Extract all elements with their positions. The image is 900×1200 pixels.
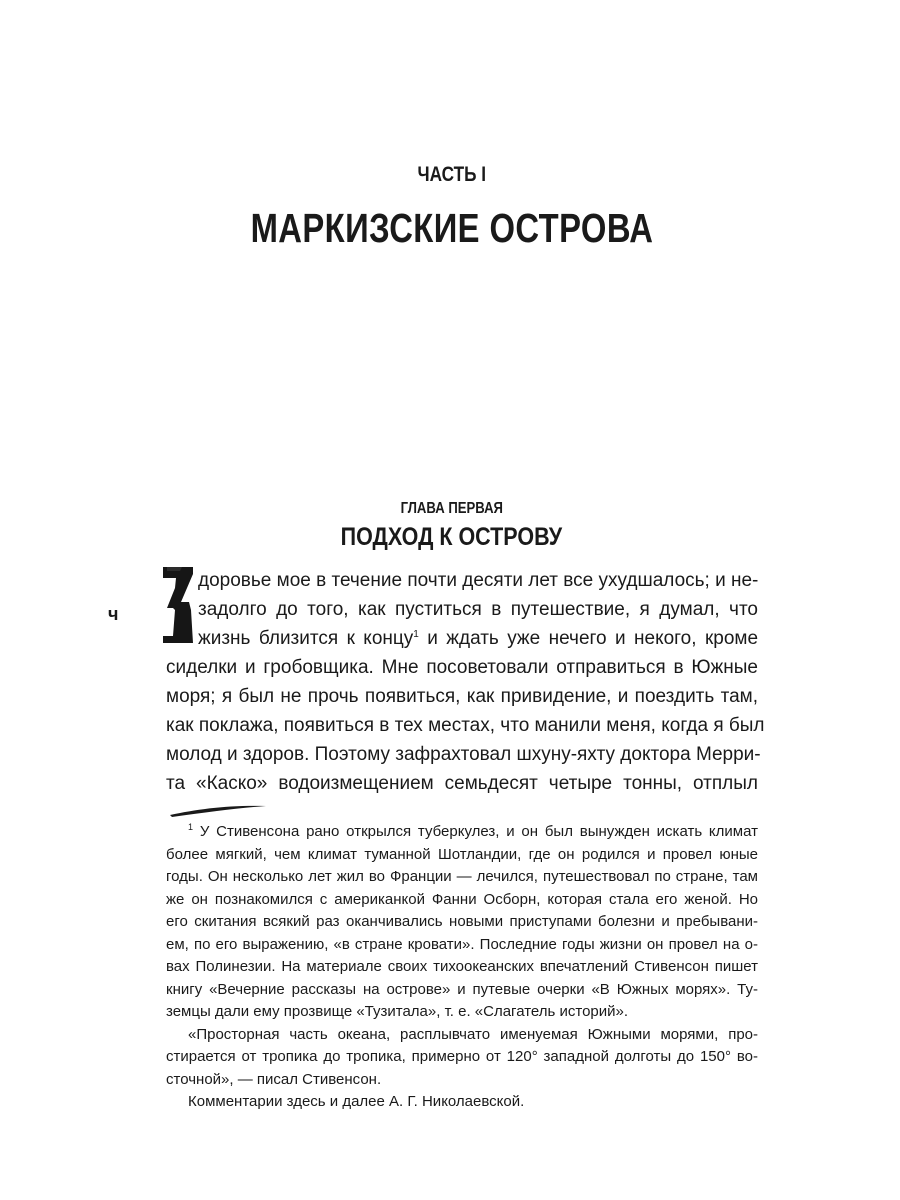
chapter-title: ПОДХОД К ОСТРОВУ	[340, 523, 563, 551]
footnote-text: У Стивенсона рано открылся туберкулез, и он был вынужден искать климат	[199, 823, 758, 840]
footnote-line: Комментарии здесь и далее А. Г. Николаевской.	[188, 1093, 525, 1110]
body-line: моря; я был не прочь появиться, как привидение, и поездить там,	[166, 686, 758, 707]
footnote-number: 1	[188, 822, 194, 832]
body-line: та «Каско» водоизмещением семьдесят четыре тонны, отплыл	[166, 773, 758, 794]
part-title: МАРКИЗСКИЕ ОСТРОВА	[250, 205, 654, 251]
footnotes-block	[166, 821, 758, 1114]
page-marker: ч	[108, 604, 119, 624]
footnote-separator-icon	[168, 800, 268, 820]
body-line	[166, 624, 758, 653]
footnote-line	[166, 821, 758, 844]
body-paragraph	[166, 566, 765, 798]
footnote-line: земцы дали ему прозвище «Тузитала», т. е. «Слагатель историй».	[166, 1003, 629, 1020]
footnote-line: книгу «Вечерние рассказы на острове» и путевые очерки «В Южных морях». Ту-	[166, 980, 758, 998]
part-label: ЧАСТЬ I	[417, 163, 487, 186]
footnote-line: «Просторная часть океана, расплывчато именуемая Южными морями, про-	[188, 1025, 758, 1043]
body-text-fragment: и ждать уже нечего и некого, кроме	[427, 628, 759, 649]
footnote-line: же он познакомился с американкой Фанни Осборн, которая стала его женой. Но	[166, 890, 758, 908]
body-line: как поклажа, появиться в тех местах, что манили меня, когда я был	[166, 715, 765, 736]
footnote-line: его скитания всякий раз оканчивались новыми приступами болезни и пребывани-	[166, 913, 758, 930]
body-text-fragment: жизнь близится к концу	[198, 628, 414, 649]
body-line: молод и здоров. Поэтому зафрахтовал шхуну-яхту доктора Мерри-	[166, 744, 761, 765]
footnote-line: сточной», — писал Стивенсон.	[166, 1070, 382, 1088]
body-line: доровье мое в течение почти десяти лет все ухудшалось; и не-	[198, 570, 759, 591]
footnote-line: вах Полинезии. На материале своих тихоокеанских впечатлений Стивенсон пишет	[166, 958, 758, 975]
footnote-line: годы. Он несколько лет жил во Франции — лечился, путешествовал по стране, там	[166, 868, 758, 885]
body-line: сиделки и гробовщика. Мне посоветовали отправиться в Южные	[166, 657, 758, 678]
footnote-line: стирается от тропика до тропика, примерно от 120° западной долготы до 150° во-	[166, 1048, 758, 1065]
footnote-line: ем, по его выражению, «в стране кровати». Последние годы жизни он провел на о-	[166, 935, 758, 953]
footnote-line: более мягкий, чем климат туманной Шотландии, где он родился и провел юные	[166, 845, 758, 863]
body-line: задолго до того, как пуститься в путешествие, я думал, что	[198, 599, 758, 620]
chapter-label: ГЛАВА ПЕРВАЯ	[400, 500, 503, 517]
footnote-reference[interactable]: 1	[413, 629, 419, 640]
